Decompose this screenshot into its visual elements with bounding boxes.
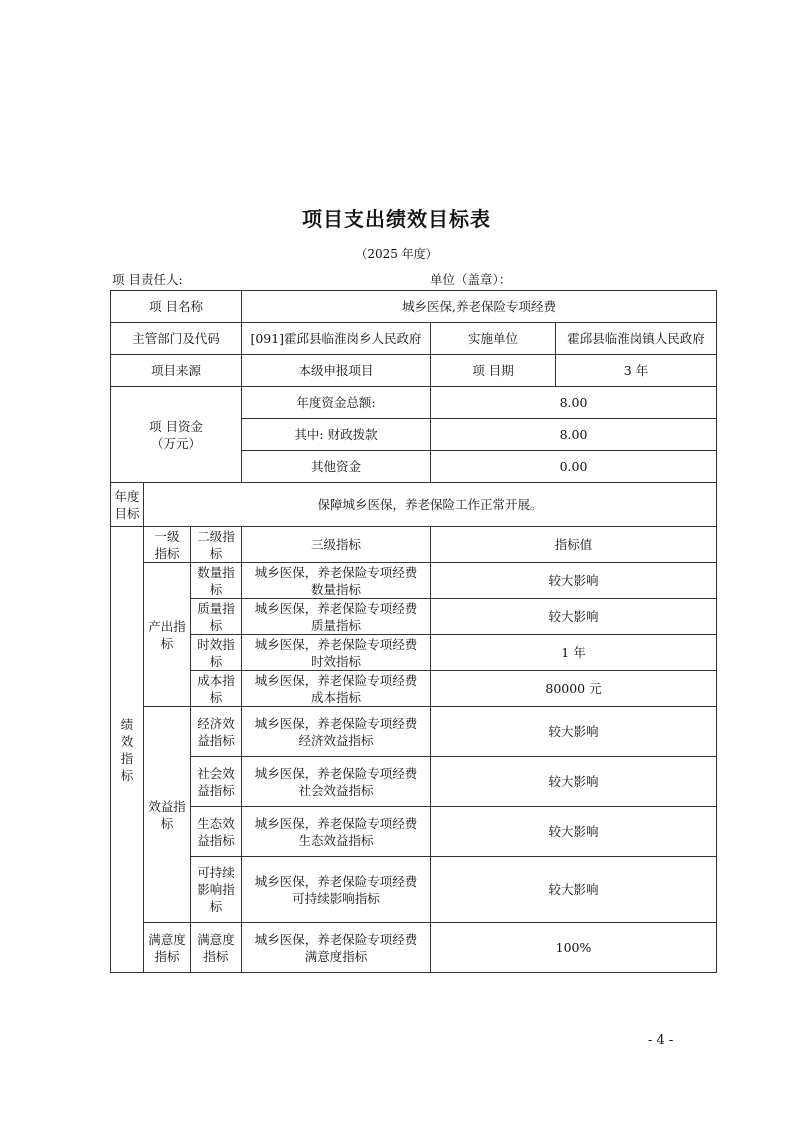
level2-line1: 时效指 — [197, 636, 235, 652]
level2-cell — [191, 599, 242, 635]
level2-line2: 标 — [209, 617, 223, 633]
header-level2-line2: 标 — [209, 545, 223, 561]
level3-cell — [242, 807, 431, 857]
project-period-value: 3 年 — [556, 355, 717, 387]
annual-total-value: 8.00 — [431, 387, 717, 419]
performance-indicator-category — [111, 527, 144, 973]
project-funds-label — [111, 387, 242, 483]
unit-seal-label: 单位（盖章）： — [430, 272, 512, 287]
benefit-group-line2: 标 — [160, 815, 174, 831]
indicator-row — [111, 807, 717, 857]
department-label: 主管部门及代码 — [111, 323, 242, 355]
funds-total-row — [111, 387, 717, 419]
indicator-row — [111, 635, 717, 671]
indicator-value: 较大影响 — [431, 599, 717, 635]
performance-target-table — [110, 290, 717, 973]
fiscal-allocation-label: 其中: 财政拨款 — [242, 419, 431, 451]
indicator-row — [111, 757, 717, 807]
project-name-row — [111, 291, 717, 323]
level2-line2: 益指标 — [197, 732, 235, 748]
level3-cell — [242, 707, 431, 757]
level3-line2: 可持续影响指标 — [292, 890, 380, 906]
source-row — [111, 355, 717, 387]
header-value: 指标值 — [431, 527, 717, 563]
indicator-value: 较大影响 — [431, 807, 717, 857]
level2-line1: 社会效 — [197, 765, 235, 781]
level2-cell — [191, 857, 242, 923]
level2-line3: 标 — [209, 899, 223, 914]
indicator-value: 100% — [431, 923, 717, 973]
level3-line1: 城乡医保，养老保险专项经费 — [254, 600, 418, 616]
level2-line2: 标 — [209, 581, 223, 597]
satisfaction-group-line2: 指标 — [154, 948, 180, 964]
annual-goal-label — [111, 483, 144, 527]
department-row — [111, 323, 717, 355]
project-funds-label-line1: 项 目资金 — [149, 418, 203, 434]
level3-cell — [242, 563, 431, 599]
annual-total-label: 年度资金总额: — [242, 387, 431, 419]
indicator-row — [111, 707, 717, 757]
level2-line2: 指标 — [203, 948, 229, 964]
other-funds-value: 0.00 — [431, 451, 717, 483]
level2-cell — [191, 563, 242, 599]
level3-cell — [242, 923, 431, 973]
project-name-label: 项 目名称 — [111, 291, 242, 323]
level2-line2: 益指标 — [197, 782, 235, 798]
satisfaction-group-line1: 满意度 — [148, 931, 186, 947]
indicator-value: 较大影响 — [431, 707, 717, 757]
category-char: 指 — [120, 750, 134, 766]
level3-line1: 城乡医保，养老保险专项经费 — [254, 873, 418, 889]
level3-line1: 城乡医保，养老保险专项经费 — [254, 815, 418, 831]
level2-line2: 标 — [209, 689, 223, 705]
header-level2 — [191, 527, 242, 563]
level2-line1: 成本指 — [197, 672, 235, 688]
level2-line2: 影响指 — [197, 882, 235, 897]
level3-line2: 经济效益指标 — [298, 732, 374, 748]
level2-line2: 益指标 — [197, 832, 235, 848]
level2-cell — [191, 923, 242, 973]
category-char: 标 — [120, 767, 134, 783]
level3-line1: 城乡医保，养老保险专项经费 — [254, 765, 418, 781]
level3-line1: 城乡医保，养老保险专项经费 — [254, 636, 418, 652]
level3-line1: 城乡医保，养老保险专项经费 — [254, 931, 418, 947]
indicator-value: 1 年 — [431, 635, 717, 671]
indicator-value: 80000 元 — [431, 671, 717, 707]
project-source-value: 本级申报项目 — [242, 355, 431, 387]
level3-line2: 成本指标 — [310, 689, 361, 705]
indicator-row — [111, 923, 717, 973]
category-char: 效 — [120, 733, 134, 749]
benefit-indicator-group — [144, 707, 191, 923]
page-number: - 4 - — [648, 1033, 674, 1048]
level3-line2: 社会效益指标 — [298, 782, 374, 798]
level2-line1: 生态效 — [197, 815, 235, 831]
level2-cell — [191, 707, 242, 757]
output-indicator-group — [144, 563, 191, 707]
output-group-line1: 产出指 — [148, 618, 186, 634]
indicator-row — [111, 857, 717, 923]
level2-line1: 经济效 — [197, 715, 235, 731]
indicator-value: 较大影响 — [431, 857, 717, 923]
annual-goal-text: 保障城乡医保，养老保险工作正常开展。 — [144, 483, 717, 527]
indicator-row — [111, 671, 717, 707]
page-title: 项目支出绩效目标表 — [302, 207, 491, 231]
level3-cell — [242, 857, 431, 923]
header-level1-line1: 一级 — [154, 528, 180, 544]
department-value: [091]霍邱县临淮岗乡人民政府 — [242, 323, 431, 355]
year-subtitle: （2025 年度） — [355, 247, 438, 261]
level3-line2: 时效指标 — [310, 653, 361, 669]
annual-goal-label-line2: 目标 — [114, 505, 140, 521]
level3-line2: 满意度指标 — [304, 948, 368, 964]
header-level1-line2: 指标 — [154, 545, 180, 561]
level3-line2: 质量指标 — [310, 617, 361, 633]
level3-line1: 城乡医保，养老保险专项经费 — [254, 715, 418, 731]
implementing-unit-label: 实施单位 — [431, 323, 556, 355]
level3-line1: 城乡医保，养老保险专项经费 — [254, 672, 418, 688]
header-level2-line1: 二级指 — [197, 528, 235, 544]
level2-line1: 数量指 — [197, 564, 235, 580]
level3-cell — [242, 757, 431, 807]
level3-line2: 数量指标 — [310, 581, 361, 597]
fiscal-allocation-value: 8.00 — [431, 419, 717, 451]
project-name-value: 城乡医保,养老保险专项经费 — [242, 291, 717, 323]
output-group-line2: 标 — [160, 635, 174, 651]
indicator-value: 较大影响 — [431, 757, 717, 807]
level2-cell — [191, 635, 242, 671]
header-level3: 三级指标 — [242, 527, 431, 563]
satisfaction-indicator-group — [144, 923, 191, 973]
level2-line1: 满意度 — [197, 931, 235, 947]
implementing-unit-value: 霍邱县临淮岗镇人民政府 — [556, 323, 717, 355]
indicator-header-row — [111, 527, 717, 563]
category-char: 绩 — [120, 716, 134, 732]
level2-cell — [191, 757, 242, 807]
project-period-label: 项 目期 — [431, 355, 556, 387]
level2-cell — [191, 807, 242, 857]
level3-cell — [242, 599, 431, 635]
level3-line2: 生态效益指标 — [298, 832, 374, 848]
level2-line1: 可持续 — [197, 865, 235, 880]
annual-goal-row — [111, 483, 717, 527]
annual-goal-label-line1: 年度 — [114, 488, 140, 504]
level3-line1: 城乡医保，养老保险专项经费 — [254, 564, 418, 580]
project-funds-label-line2: （万元） — [150, 435, 201, 451]
indicator-row — [111, 599, 717, 635]
level3-cell — [242, 671, 431, 707]
level2-line1: 质量指 — [197, 600, 235, 616]
level3-cell — [242, 635, 431, 671]
responsible-person-label: 项 目责任人: — [112, 272, 183, 287]
benefit-group-line1: 效益指 — [148, 798, 186, 814]
level2-line2: 标 — [209, 653, 223, 669]
indicator-value: 较大影响 — [431, 563, 717, 599]
other-funds-label: 其他资金 — [242, 451, 431, 483]
header-level1 — [144, 527, 191, 563]
level2-cell — [191, 671, 242, 707]
project-source-label: 项目来源 — [111, 355, 242, 387]
indicator-row — [111, 563, 717, 599]
